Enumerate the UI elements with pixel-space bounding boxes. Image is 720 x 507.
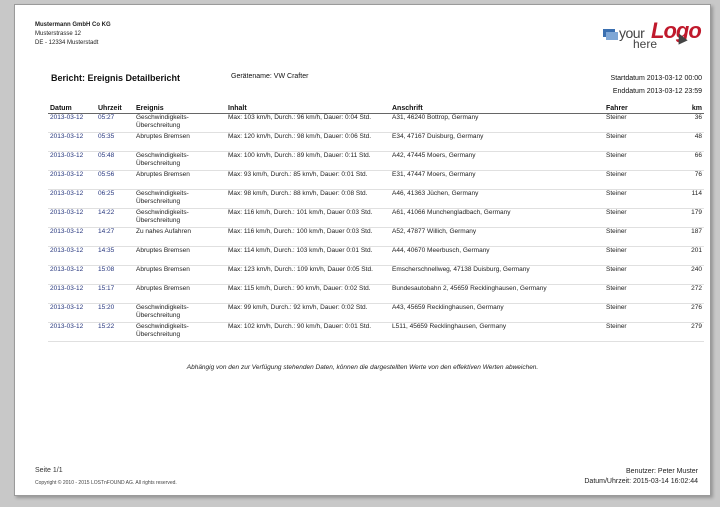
cell-km: 48 [666, 133, 704, 152]
cell-datum: 2013-03-12 [48, 228, 96, 247]
cell-fahrer: Steiner [604, 171, 666, 190]
table-row [48, 190, 704, 209]
cell-anschrift: E31, 47447 Moers, Germany [390, 171, 604, 190]
cell-datum: 2013-03-12 [48, 171, 96, 190]
cell-anschrift: A44, 40670 Meerbusch, Germany [390, 247, 604, 266]
table-row [48, 285, 704, 304]
cell-km: 66 [666, 152, 704, 171]
cell-ereignis: Geschwindigkeits-Überschreitung [134, 190, 226, 209]
footer-user: Benutzer: Peter Muster [626, 468, 698, 475]
logo-square-light-icon [606, 32, 618, 40]
device-name: Gerätename: VW Crafter [231, 73, 309, 80]
footer-user-info [584, 467, 698, 487]
cell-inhalt: Max: 99 km/h, Durch.: 92 km/h, Dauer: 0:02 Std. [226, 304, 390, 323]
cell-fahrer: Steiner [604, 304, 666, 323]
header-uhrzeit: Uhrzeit [96, 103, 134, 114]
cell-anschrift: A43, 45659 Recklinghausen, Germany [390, 304, 604, 323]
cell-datum: 2013-03-12 [48, 190, 96, 209]
cell-inhalt: Max: 120 km/h, Durch.: 98 km/h, Dauer: 0:06 Std. [226, 133, 390, 152]
header-ereignis: Ereignis [134, 103, 226, 114]
disclaimer-note: Abhängig von den zur Verfügung stehenden Daten, können die dargestellten Werte von den effektiven Werten abweichen. [186, 364, 539, 371]
cell-ereignis: Geschwindigkeits-Überschreitung [134, 114, 226, 133]
cell-km: 76 [666, 171, 704, 190]
logo-here-text: here [633, 37, 658, 51]
cell-datum: 2013-03-12 [48, 114, 96, 133]
cell-ereignis: Abruptes Bremsen [134, 266, 226, 285]
cell-ereignis: Geschwindigkeits-Überschreitung [134, 323, 226, 342]
cell-fahrer: Steiner [604, 247, 666, 266]
copyright: Copyright © 2010 - 2015 LOSTnFOUND AG. All rights reserved. [35, 480, 177, 486]
cell-inhalt: Max: 115 km/h, Durch.: 90 km/h, Dauer: 0:02 Std. [226, 285, 390, 304]
cell-ereignis: Abruptes Bremsen [134, 171, 226, 190]
table-row [48, 323, 704, 342]
cell-ereignis: Abruptes Bremsen [134, 133, 226, 152]
cell-anschrift: L511, 45659 Recklinghausen, Germany [390, 323, 604, 342]
cell-uhrzeit: 06:25 [96, 190, 134, 209]
cell-inhalt: Max: 114 km/h, Durch.: 103 km/h, Dauer 0:01 Std. [226, 247, 390, 266]
cell-anschrift: A52, 47877 Willich, Germany [390, 228, 604, 247]
cell-km: 179 [666, 209, 704, 228]
logo-logo-text: Logo [651, 18, 701, 43]
cell-inhalt: Max: 103 km/h, Durch.: 96 km/h, Dauer: 0:04 Std. [226, 114, 390, 133]
cell-anschrift: A46, 41363 Jüchen, Germany [390, 190, 604, 209]
cell-km: 276 [666, 304, 704, 323]
cell-fahrer: Steiner [604, 285, 666, 304]
cell-datum: 2013-03-12 [48, 247, 96, 266]
table-row [48, 152, 704, 171]
company-address [35, 21, 111, 48]
logo-your-text: your [619, 25, 645, 41]
event-table [48, 103, 704, 342]
cell-uhrzeit: 05:27 [96, 114, 134, 133]
cell-anschrift: A42, 47445 Moers, Germany [390, 152, 604, 171]
company-name: Mustermann GmbH Co KG [35, 22, 111, 28]
cell-anschrift: E34, 47167 Duisburg, Germany [390, 133, 604, 152]
cell-uhrzeit: 05:35 [96, 133, 134, 152]
cell-fahrer: Steiner [604, 133, 666, 152]
cell-km: 187 [666, 228, 704, 247]
cell-ereignis: Abruptes Bremsen [134, 247, 226, 266]
cell-km: 36 [666, 114, 704, 133]
table-row [48, 171, 704, 190]
cell-datum: 2013-03-12 [48, 323, 96, 342]
cell-uhrzeit: 15:08 [96, 266, 134, 285]
cell-inhalt: Max: 98 km/h, Durch.: 88 km/h, Dauer: 0:08 Std. [226, 190, 390, 209]
cell-inhalt: Max: 123 km/h, Durch.: 109 km/h, Dauer 0:05 Std. [226, 266, 390, 285]
header-km: km [666, 103, 704, 114]
cell-anschrift: A61, 41066 Munchengladbach, Germany [390, 209, 604, 228]
cell-km: 201 [666, 247, 704, 266]
cell-km: 114 [666, 190, 704, 209]
table-row [48, 114, 704, 133]
cell-uhrzeit: 14:22 [96, 209, 134, 228]
cell-ereignis: Geschwindigkeits-Überschreitung [134, 209, 226, 228]
header-inhalt: Inhalt [226, 103, 390, 114]
cell-inhalt: Max: 116 km/h, Durch.: 101 km/h, Dauer 0:03 Std. [226, 209, 390, 228]
header-datum: Datum [48, 103, 96, 114]
table-row [48, 247, 704, 266]
cell-ereignis: Zu nahes Aufahren [134, 228, 226, 247]
cell-inhalt: Max: 102 km/h, Durch.: 90 km/h, Dauer: 0:01 Std. [226, 323, 390, 342]
table-row [48, 209, 704, 228]
cell-uhrzeit: 15:20 [96, 304, 134, 323]
cell-km: 279 [666, 323, 704, 342]
cell-ereignis: Abruptes Bremsen [134, 285, 226, 304]
header-anschrift: Anschrift [390, 103, 604, 114]
cell-uhrzeit: 15:22 [96, 323, 134, 342]
cell-datum: 2013-03-12 [48, 285, 96, 304]
cell-inhalt: Max: 116 km/h, Durch.: 100 km/h, Dauer 0:03 Std. [226, 228, 390, 247]
cell-ereignis: Geschwindigkeits-Überschreitung [134, 152, 226, 171]
report-page [14, 4, 711, 496]
cell-uhrzeit: 05:56 [96, 171, 134, 190]
report-title: Bericht: Ereignis Detailbericht [51, 73, 181, 83]
cell-fahrer: Steiner [604, 209, 666, 228]
cell-fahrer: Steiner [604, 152, 666, 171]
cell-fahrer: Steiner [604, 323, 666, 342]
header-fahrer: Fahrer [604, 103, 666, 114]
cell-km: 240 [666, 266, 704, 285]
cell-fahrer: Steiner [604, 114, 666, 133]
cell-uhrzeit: 15:17 [96, 285, 134, 304]
cell-inhalt: Max: 100 km/h, Durch.: 89 km/h, Dauer: 0:11 Std. [226, 152, 390, 171]
cell-fahrer: Steiner [604, 228, 666, 247]
cell-anschrift: Emscherschnellweg, 47138 Duisburg, Germany [390, 266, 604, 285]
company-city: DE - 12334 Musterstadt [35, 40, 99, 46]
report-dates [555, 72, 702, 98]
cell-datum: 2013-03-12 [48, 266, 96, 285]
cell-fahrer: Steiner [604, 190, 666, 209]
cell-uhrzeit: 14:27 [96, 228, 134, 247]
cell-anschrift: A31, 46240 Bottrop, Germany [390, 114, 604, 133]
end-date: Enddatum 2013-03-12 23:59 [612, 88, 702, 95]
start-date: Startdatum 2013-03-12 00:00 [610, 75, 702, 82]
cell-uhrzeit: 05:48 [96, 152, 134, 171]
cell-datum: 2013-03-12 [48, 304, 96, 323]
cell-ereignis: Geschwindigkeits-Überschreitung [134, 304, 226, 323]
table-row [48, 266, 704, 285]
table-row [48, 304, 704, 323]
page-number: Seite 1/1 [35, 467, 63, 474]
cell-uhrzeit: 14:35 [96, 247, 134, 266]
table-header-row [48, 103, 704, 114]
cell-inhalt: Max: 93 km/h, Durch.: 85 km/h, Dauer: 0:01 Std. [226, 171, 390, 190]
table-row [48, 228, 704, 247]
table-row [48, 133, 704, 152]
cell-datum: 2013-03-12 [48, 152, 96, 171]
cell-datum: 2013-03-12 [48, 133, 96, 152]
cell-km: 272 [666, 285, 704, 304]
company-street: Musterstrasse 12 [35, 31, 82, 37]
cell-datum: 2013-03-12 [48, 209, 96, 228]
cell-fahrer: Steiner [604, 266, 666, 285]
cell-anschrift: Bundesautobahn 2, 45659 Recklinghausen, Germany [390, 285, 604, 304]
footer-datetime: Datum/Uhrzeit: 2015-03-14 16:02:44 [584, 478, 698, 485]
company-logo [603, 17, 701, 51]
